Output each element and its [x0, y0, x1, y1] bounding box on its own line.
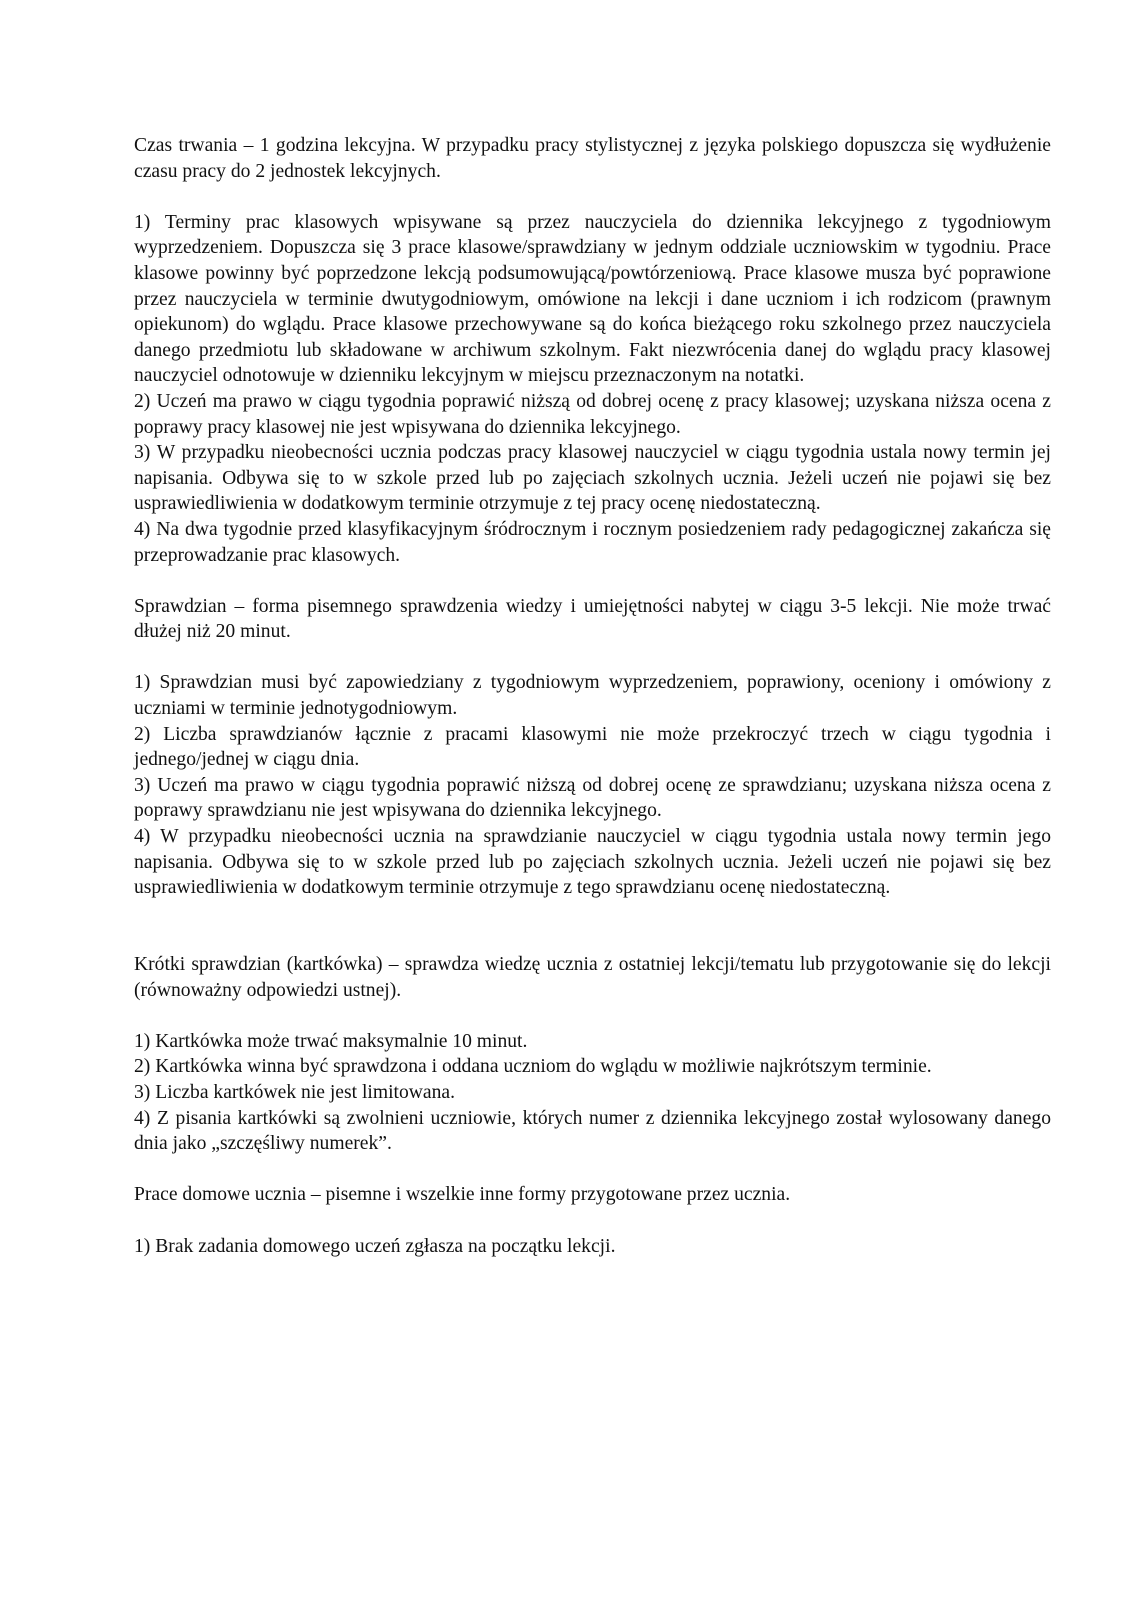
spacer: [134, 184, 1051, 210]
prace-klasowe-item-3: 3) W przypadku nieobecności ucznia podczas pracy klasowej nauczyciel w ciągu tygodnia ustala nowy termin jej napisania. Odbywa się to w szkole przed lub po zajęciach szkolnych ucznia. Jeżeli uczeń nie pojawi się bez usprawiedliwienia w dodatkowym terminie otrzymuje z tej pracy ocenę niedostateczną.: [134, 442, 1051, 515]
prace-domowe-item-1: 1) Brak zadania domowego uczeń zgłasza na początku lekcji.: [134, 1235, 616, 1257]
prace-klasowe-item-4: 4) Na dwa tygodnie przed klasyfikacyjnym śródrocznym i rocznym posiedzeniem rady pedagogicznej zakańcza się przeprowadzanie prac klasowych.: [134, 518, 1051, 566]
prace-domowe-definition: Prace domowe ucznia – pisemne i wszelkie inne formy przygotowane przez ucznia.: [134, 1184, 791, 1206]
spacer: [134, 645, 1051, 671]
intro-paragraph: Czas trwania – 1 godzina lekcyjna. W przypadku pracy stylistycznej z języka polskiego dopuszcza się wydłużenie czasu pracy do 2 jednostek lekcyjnych.: [134, 135, 1051, 182]
prace-klasowe-item-2: 2) Uczeń ma prawo w ciągu tygodnia poprawić niższą od dobrej ocenę z pracy klasowej; uzyskana niższa ocena z poprawy pracy klasowej nie jest wpisywana do dziennika lekcyjnego.: [134, 390, 1051, 438]
spacer: [134, 1157, 1051, 1183]
sprawdzian-item-4: 4) W przypadku nieobecności ucznia na sprawdzianie nauczyciel w ciągu tygodnia ustala nowy termin jego napisania. Odbywa się to w szkole przed lub po zajęciach szkolnych ucznia. Jeżeli uczeń nie pojawi się bez usprawiedliwienia w dodatkowym terminie otrzymuje z tego sprawdzianu ocenę niedostateczną.: [134, 826, 1051, 899]
spacer: [134, 568, 1051, 594]
spacer: [134, 1208, 1051, 1234]
prace-klasowe-item-1: 1) Terminy prac klasowych wpisywane są przez nauczyciela do dziennika lekcyjnego z tygodniowym wyprzedzeniem. Dopuszcza się 3 prace klasowe/sprawdziany w jednym oddziale uczniowskim w tygodniu. Prace klasowe powinny być poprzedzone lekcją podsumowującą/powtórzeniową. Prace klasowe musza być poprawione przez nauczyciela w terminie dwutygodniowym, omówione na lekcji i dane uczniom i ich rodzicom (prawnym opiekunom) do wglądu. Prace klasowe przechowywane są do końca bieżącego roku szkolnego przez nauczyciela danego przedmiotu lub składowane w archiwum szkolnym. Fakt niezwrócenia danej do wglądu pracy klasowej nauczyciel odnotowuje w dzienniku lekcyjnym w miejscu przeznaczonym na notatki.: [134, 211, 1051, 387]
spacer: [134, 1003, 1051, 1029]
sprawdzian-item-3: 3) Uczeń ma prawo w ciągu tygodnia poprawić niższą od dobrej ocenę ze sprawdzianu; uzyskana niższa ocena z poprawy sprawdzianu nie jest wpisywana do dziennika lekcyjnego.: [134, 774, 1051, 822]
kartkowka-item-1: 1) Kartkówka może trwać maksymalnie 10 minut.: [134, 1030, 528, 1052]
kartkowka-item-2: 2) Kartkówka winna być sprawdzona i oddana uczniom do wglądu w możliwie najkrótszym terminie.: [134, 1056, 932, 1078]
document-body: [134, 133, 1051, 1259]
kartkowka-definition: Krótki sprawdzian (kartkówka) – sprawdza wiedzę ucznia z ostatniej lekcji/tematu lub przygotowanie się do lekcji (równoważny odpowiedzi ustnej).: [134, 954, 1051, 1001]
kartkowka-item-3: 3) Liczba kartkówek nie jest limitowana.: [134, 1081, 456, 1103]
kartkowka-item-4: 4) Z pisania kartkówki są zwolnieni uczniowie, których numer z dziennika lekcyjnego został wylosowany danego dnia jako „szczęśliwy numerek”.: [134, 1107, 1051, 1155]
sprawdzian-item-1: 1) Sprawdzian musi być zapowiedziany z tygodniowym wyprzedzeniem, poprawiony, oceniony i omówiony z uczniami w terminie jednotygodniowym.: [134, 672, 1051, 720]
sprawdzian-item-2: 2) Liczba sprawdzianów łącznie z pracami klasowymi nie może przekroczyć trzech w ciągu tygodnia i jednego/jednej w ciągu dnia.: [134, 723, 1051, 771]
spacer: [134, 901, 1051, 952]
sprawdzian-definition: Sprawdzian – forma pisemnego sprawdzenia wiedzy i umiejętności nabytej w ciągu 3-5 lekcji. Nie może trwać dłużej niż 20 minut.: [134, 595, 1051, 643]
